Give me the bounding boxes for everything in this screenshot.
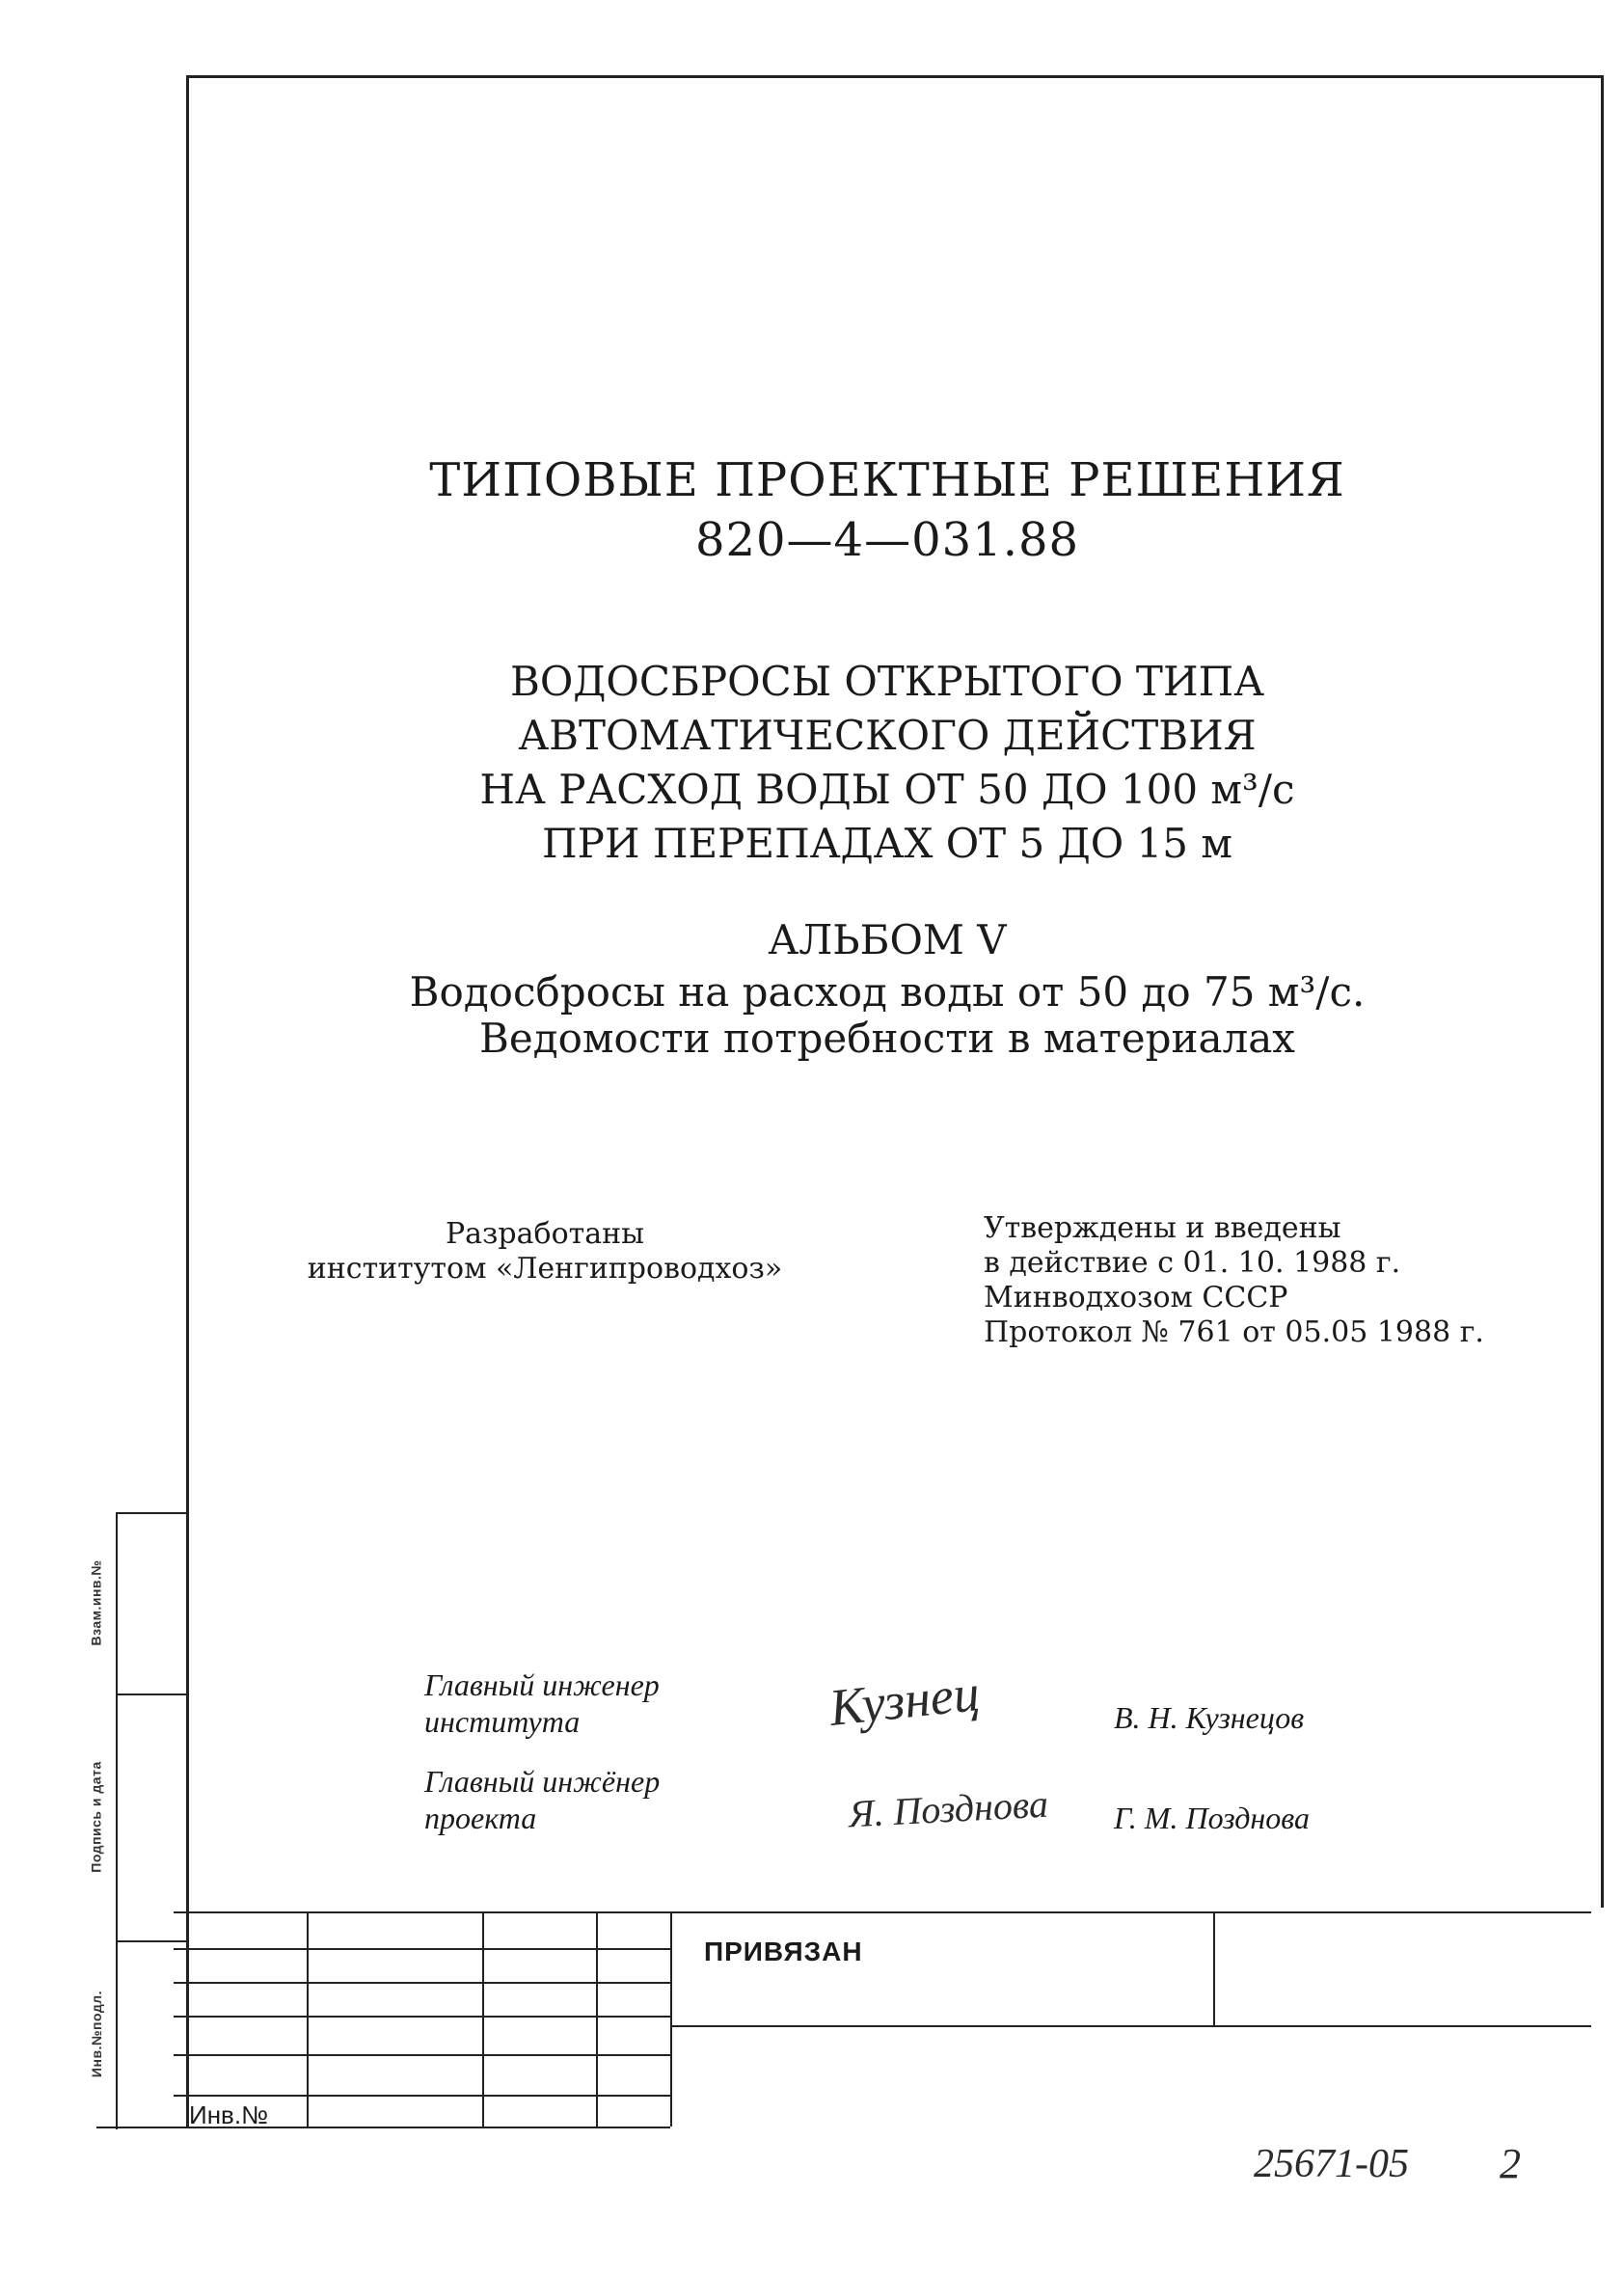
- signatory-2-role-line-2: проекта: [424, 1801, 537, 1835]
- frame-right-border: [1601, 75, 1604, 1908]
- album-title: АЛЬБОМ V: [768, 916, 1007, 963]
- stamp-inv-label: Инв.№: [189, 2100, 268, 2129]
- frame-top-border: [186, 75, 1604, 78]
- signatory-1-role-line-2: института: [424, 1704, 581, 1739]
- signatory-1-role-line-1: Главный инженер: [424, 1667, 660, 1702]
- subject-line-2: АВТОМАТИЧЕСКОГО ДЕЙСТВИЯ: [518, 712, 1257, 759]
- album-line-1: Водосбросы на расход воды от 50 до 75 м³/с.: [409, 968, 1366, 1016]
- side-label-inv-orig: Инв.№подл.: [89, 1990, 104, 2077]
- side-divider-top: [116, 1512, 186, 1514]
- subject-line-1: ВОДОСБРОСЫ ОТКРЫТОГО ТИПА: [509, 658, 1265, 705]
- side-label-replaced-inv: Взам.инв.№: [89, 1559, 104, 1646]
- developed-line-1: Разработаны: [445, 1217, 644, 1251]
- signatory-2-role-line-1: Главный инжёнер: [424, 1764, 661, 1799]
- approved-block: [984, 1211, 1484, 1350]
- side-divider-2: [116, 1940, 186, 1942]
- developed-block: [270, 1217, 820, 1287]
- signatory-2-name: Г. М. Позднова: [1114, 1801, 1310, 1835]
- side-divider-1: [116, 1693, 186, 1695]
- stamp-col-line-2: [482, 1911, 484, 2127]
- approved-line-2: в действие с 01. 10. 1988 г.: [984, 1246, 1401, 1280]
- footer-doc-number: 25671-05: [1254, 2142, 1409, 2186]
- signature-2: Я. Позднова: [847, 1781, 1049, 1836]
- signature-1: Кузнец: [826, 1664, 983, 1737]
- album-line-2: Ведомости потребности в материалах: [479, 1015, 1295, 1062]
- footer-page-number: 2: [1500, 2140, 1521, 2187]
- frame-left-border: [186, 75, 189, 2127]
- side-label-sign-date: Подпись и дата: [89, 1761, 105, 1873]
- approved-line-1: Утверждены и введены: [984, 1211, 1341, 1245]
- stamp-col-line-4: [670, 1911, 672, 2127]
- signatory-2-role: [424, 1763, 660, 1836]
- side-column-border: [116, 1512, 118, 2129]
- series-title: ТИПОВЫЕ ПРОЕКТНЫЕ РЕШЕНИЯ: [429, 453, 1345, 507]
- approved-line-4: Протокол № 761 от 05.05 1988 г.: [984, 1315, 1484, 1349]
- stamp-col-line-1: [307, 1911, 309, 2127]
- stamp-top-line: [174, 1911, 1591, 1913]
- signatory-1-name: В. Н. Кузнецов: [1114, 1700, 1305, 1735]
- stamp-right-mid-line: [670, 2025, 1591, 2027]
- stamp-col-line-3: [596, 1911, 598, 2127]
- subject-line-3: НА РАСХОД ВОДЫ ОТ 50 ДО 100 м³/с: [479, 766, 1295, 813]
- approved-line-3: Минводхозом СССР: [984, 1281, 1288, 1314]
- series-code: 820—4—031.88: [694, 513, 1080, 567]
- signatory-1-role: [424, 1666, 660, 1740]
- developed-line-2: институтом «Ленгипроводхоз»: [307, 1252, 783, 1286]
- stamp-col-line-5: [1213, 1911, 1215, 2025]
- stamp-bound-label: ПРИВЯЗАН: [704, 1937, 863, 1966]
- subject-line-4: ПРИ ПЕРЕПАДАХ ОТ 5 ДО 15 м: [542, 820, 1232, 867]
